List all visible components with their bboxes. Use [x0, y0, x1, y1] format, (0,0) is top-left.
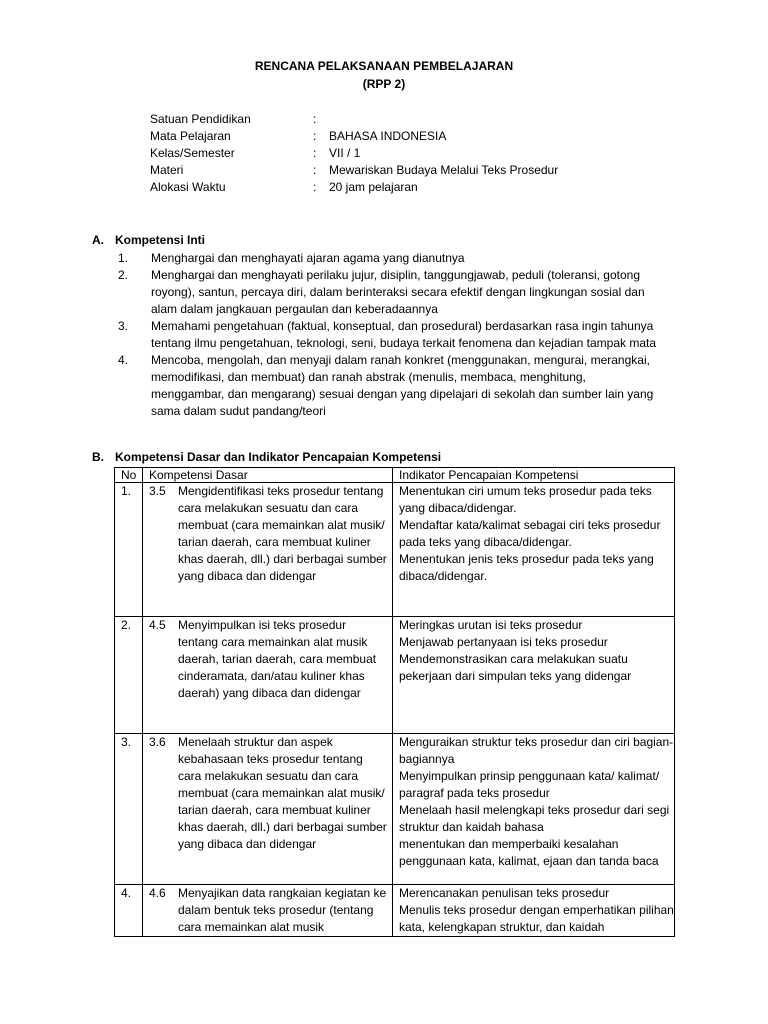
- section-letter: B.: [92, 450, 104, 464]
- meta-label: Materi: [150, 163, 184, 177]
- meta-colon: :: [313, 180, 317, 194]
- kd-content: [149, 885, 392, 936]
- meta-colon: :: [313, 112, 317, 126]
- column-header-no: No: [115, 468, 143, 483]
- identity-table: [150, 111, 558, 196]
- meta-value: VII / 1: [329, 146, 361, 160]
- list-item: [118, 250, 658, 267]
- indicator-item: Mendaftar kata/kalimat sebagai ciri teks prosedur pada teks yang dibaca/didengar.: [399, 518, 661, 549]
- meta-label: Satuan Pendidikan: [150, 112, 251, 126]
- list-item: [118, 318, 658, 352]
- column-header-indicator: Indikator Pencapaian Kompetensi: [393, 468, 675, 483]
- indicator-item: Menulis teks prosedur dengan emperhatikan pilihan kata, kelengkapan struktur, dan kaidah: [399, 903, 674, 934]
- table-header-row: [115, 468, 675, 483]
- meta-value: Mewariskan Budaya Melalui Teks Prosedur: [329, 163, 559, 177]
- kd-content: [149, 617, 392, 702]
- indicator-item: Menentukan jenis teks prosedur pada teks yang dibaca/didengar.: [399, 552, 654, 583]
- meta-label: Kelas/Semester: [150, 146, 235, 160]
- meta-colon: :: [313, 129, 317, 143]
- list-text: Memahami pengetahuan (faktual, konseptual, dan prosedural) berdasarkan rasa ingin tahunya tentang ilmu pengetahuan, teknologi, seni, budaya terkait fenomena dan kejadian tampak mata: [151, 319, 657, 350]
- kd-text: Menelaah struktur dan aspek kebahasaan teks prosedur tentang cara melakukan sesuatu dan cara membuat (cara memainkan alat musik/ tarian daerah, cara membuat kuliner khas daerah, dll.) dari berbagai sumber yang dibaca dan didengar: [178, 735, 387, 851]
- row-number: 4.: [115, 885, 143, 937]
- row-number: 2.: [115, 617, 143, 734]
- meta-value: BAHASA INDONESIA: [329, 129, 447, 143]
- indicator-item: Menyimpulkan prinsip penggunaan kata/ kalimat/ paragraf pada teks prosedur: [399, 769, 660, 800]
- list-number: 3.: [118, 319, 129, 333]
- competency-table: [114, 467, 675, 937]
- indicator-item: Mendemonstrasikan cara melakukan suatu pekerjaan dari simpulan teks yang didengar: [399, 652, 632, 683]
- meta-value: [329, 111, 558, 128]
- row-number: 3.: [115, 734, 143, 885]
- document-subtitle: (RPP 2): [362, 77, 406, 91]
- indicator-item: Merencanakan penulisan teks prosedur: [399, 886, 610, 900]
- section-b-heading: [92, 450, 441, 464]
- list-text: Menghargai dan menghayati perilaku jujur, disiplin, tanggungjawab, peduli (toleransi, gotong royong), santun, percaya diri, dalam berinteraksi secara efektif dengan lingkungan sosial dan alam dalam jangkauan pergaulan dan keberadaannya: [151, 268, 645, 316]
- meta-row: [150, 162, 558, 179]
- kd-text: Mengidentifikasi teks prosedur tentang cara melakukan sesuatu dan cara membuat (cara memainkan alat musik/ tarian daerah, cara membuat kuliner khas daerah, dll.) dari berbagai sumber yang dibaca dan didengar: [178, 484, 387, 583]
- meta-colon: :: [313, 163, 317, 177]
- kd-cell: [143, 885, 393, 937]
- list-number: 2.: [118, 268, 129, 282]
- meta-row: [150, 145, 558, 162]
- table-row: [115, 617, 675, 734]
- indicator-item: menentukan dan memperbaiki kesalahan penggunaan kata, kalimat, ejaan dan tanda baca: [399, 837, 659, 868]
- kd-content: [149, 734, 392, 853]
- kd-cell: [143, 617, 393, 734]
- list-item: [118, 267, 658, 318]
- meta-label: Mata Pelajaran: [150, 129, 231, 143]
- core-competence-list: [118, 250, 658, 420]
- row-number: 1.: [115, 483, 143, 617]
- table-row: [115, 483, 675, 617]
- list-number: 1.: [118, 251, 129, 265]
- indicator-item: Menjawab pertanyaan isi teks prosedur: [399, 635, 608, 649]
- section-title: Kompetensi Inti: [115, 233, 206, 247]
- document-title: RENCANA PELAKSANAAN PEMBELAJARAN: [254, 59, 514, 73]
- meta-row: [150, 111, 558, 128]
- list-text: Mencoba, mengolah, dan menyaji dalam ranah konkret (menggunakan, mengurai, merangkai, memodifikasi, dan membuat) dan ranah abstrak (menulis, membaca, menghitung, menggambar, dan mengarang) sesuai dengan yang dipelajari di sekolah dan sumber lain yang sama dalam sudut pandang/teori: [151, 353, 654, 418]
- table-row: [115, 734, 675, 885]
- kd-content: [149, 483, 392, 585]
- kd-code: 3.5: [149, 484, 166, 498]
- indicator-item: Menentukan ciri umum teks prosedur pada teks yang dibaca/didengar.: [399, 484, 652, 515]
- meta-label: Alokasi Waktu: [150, 180, 226, 194]
- kd-code: 4.6: [149, 886, 166, 900]
- section-title: Kompetensi Dasar dan Indikator Pencapaian Kompetensi: [115, 450, 442, 464]
- indicator-item: Meringkas urutan isi teks prosedur: [399, 618, 583, 632]
- table-row: [115, 885, 675, 937]
- list-number: 4.: [118, 353, 129, 367]
- indicator-cell: [393, 617, 675, 734]
- meta-row: [150, 179, 558, 196]
- section-letter: A.: [92, 233, 104, 247]
- indicator-item: Menelaah hasil melengkapi teks prosedur dari segi struktur dan kaidah bahasa: [399, 803, 670, 834]
- kd-text: Menyajikan data rangkaian kegiatan ke dalam bentuk teks prosedur (tentang cara memainkan alat musik: [178, 886, 387, 934]
- kd-code: 3.6: [149, 735, 166, 749]
- indicator-cell: [393, 483, 675, 617]
- list-text: Menghargai dan menghayati ajaran agama yang dianutnya: [151, 251, 465, 265]
- meta-value: 20 jam pelajaran: [329, 180, 418, 194]
- kd-code: 4.5: [149, 618, 166, 632]
- indicator-item: Menguraikan struktur teks prosedur dan ciri bagian-bagiannya: [399, 735, 674, 766]
- indicator-cell: [393, 734, 675, 885]
- list-item: [118, 352, 658, 420]
- indicator-cell: [393, 885, 675, 937]
- meta-colon: :: [313, 146, 317, 160]
- section-a-heading: [92, 233, 205, 247]
- kd-cell: [143, 483, 393, 617]
- kd-text: Menyimpulkan isi teks prosedur tentang cara memainkan alat musik daerah, tarian daerah, cara membuat cinderamata, dan/atau kuliner khas daerah) yang dibaca dan didengar: [178, 618, 377, 700]
- column-header-kd: Kompetensi Dasar: [143, 468, 393, 483]
- kd-cell: [143, 734, 393, 885]
- meta-row: [150, 128, 558, 145]
